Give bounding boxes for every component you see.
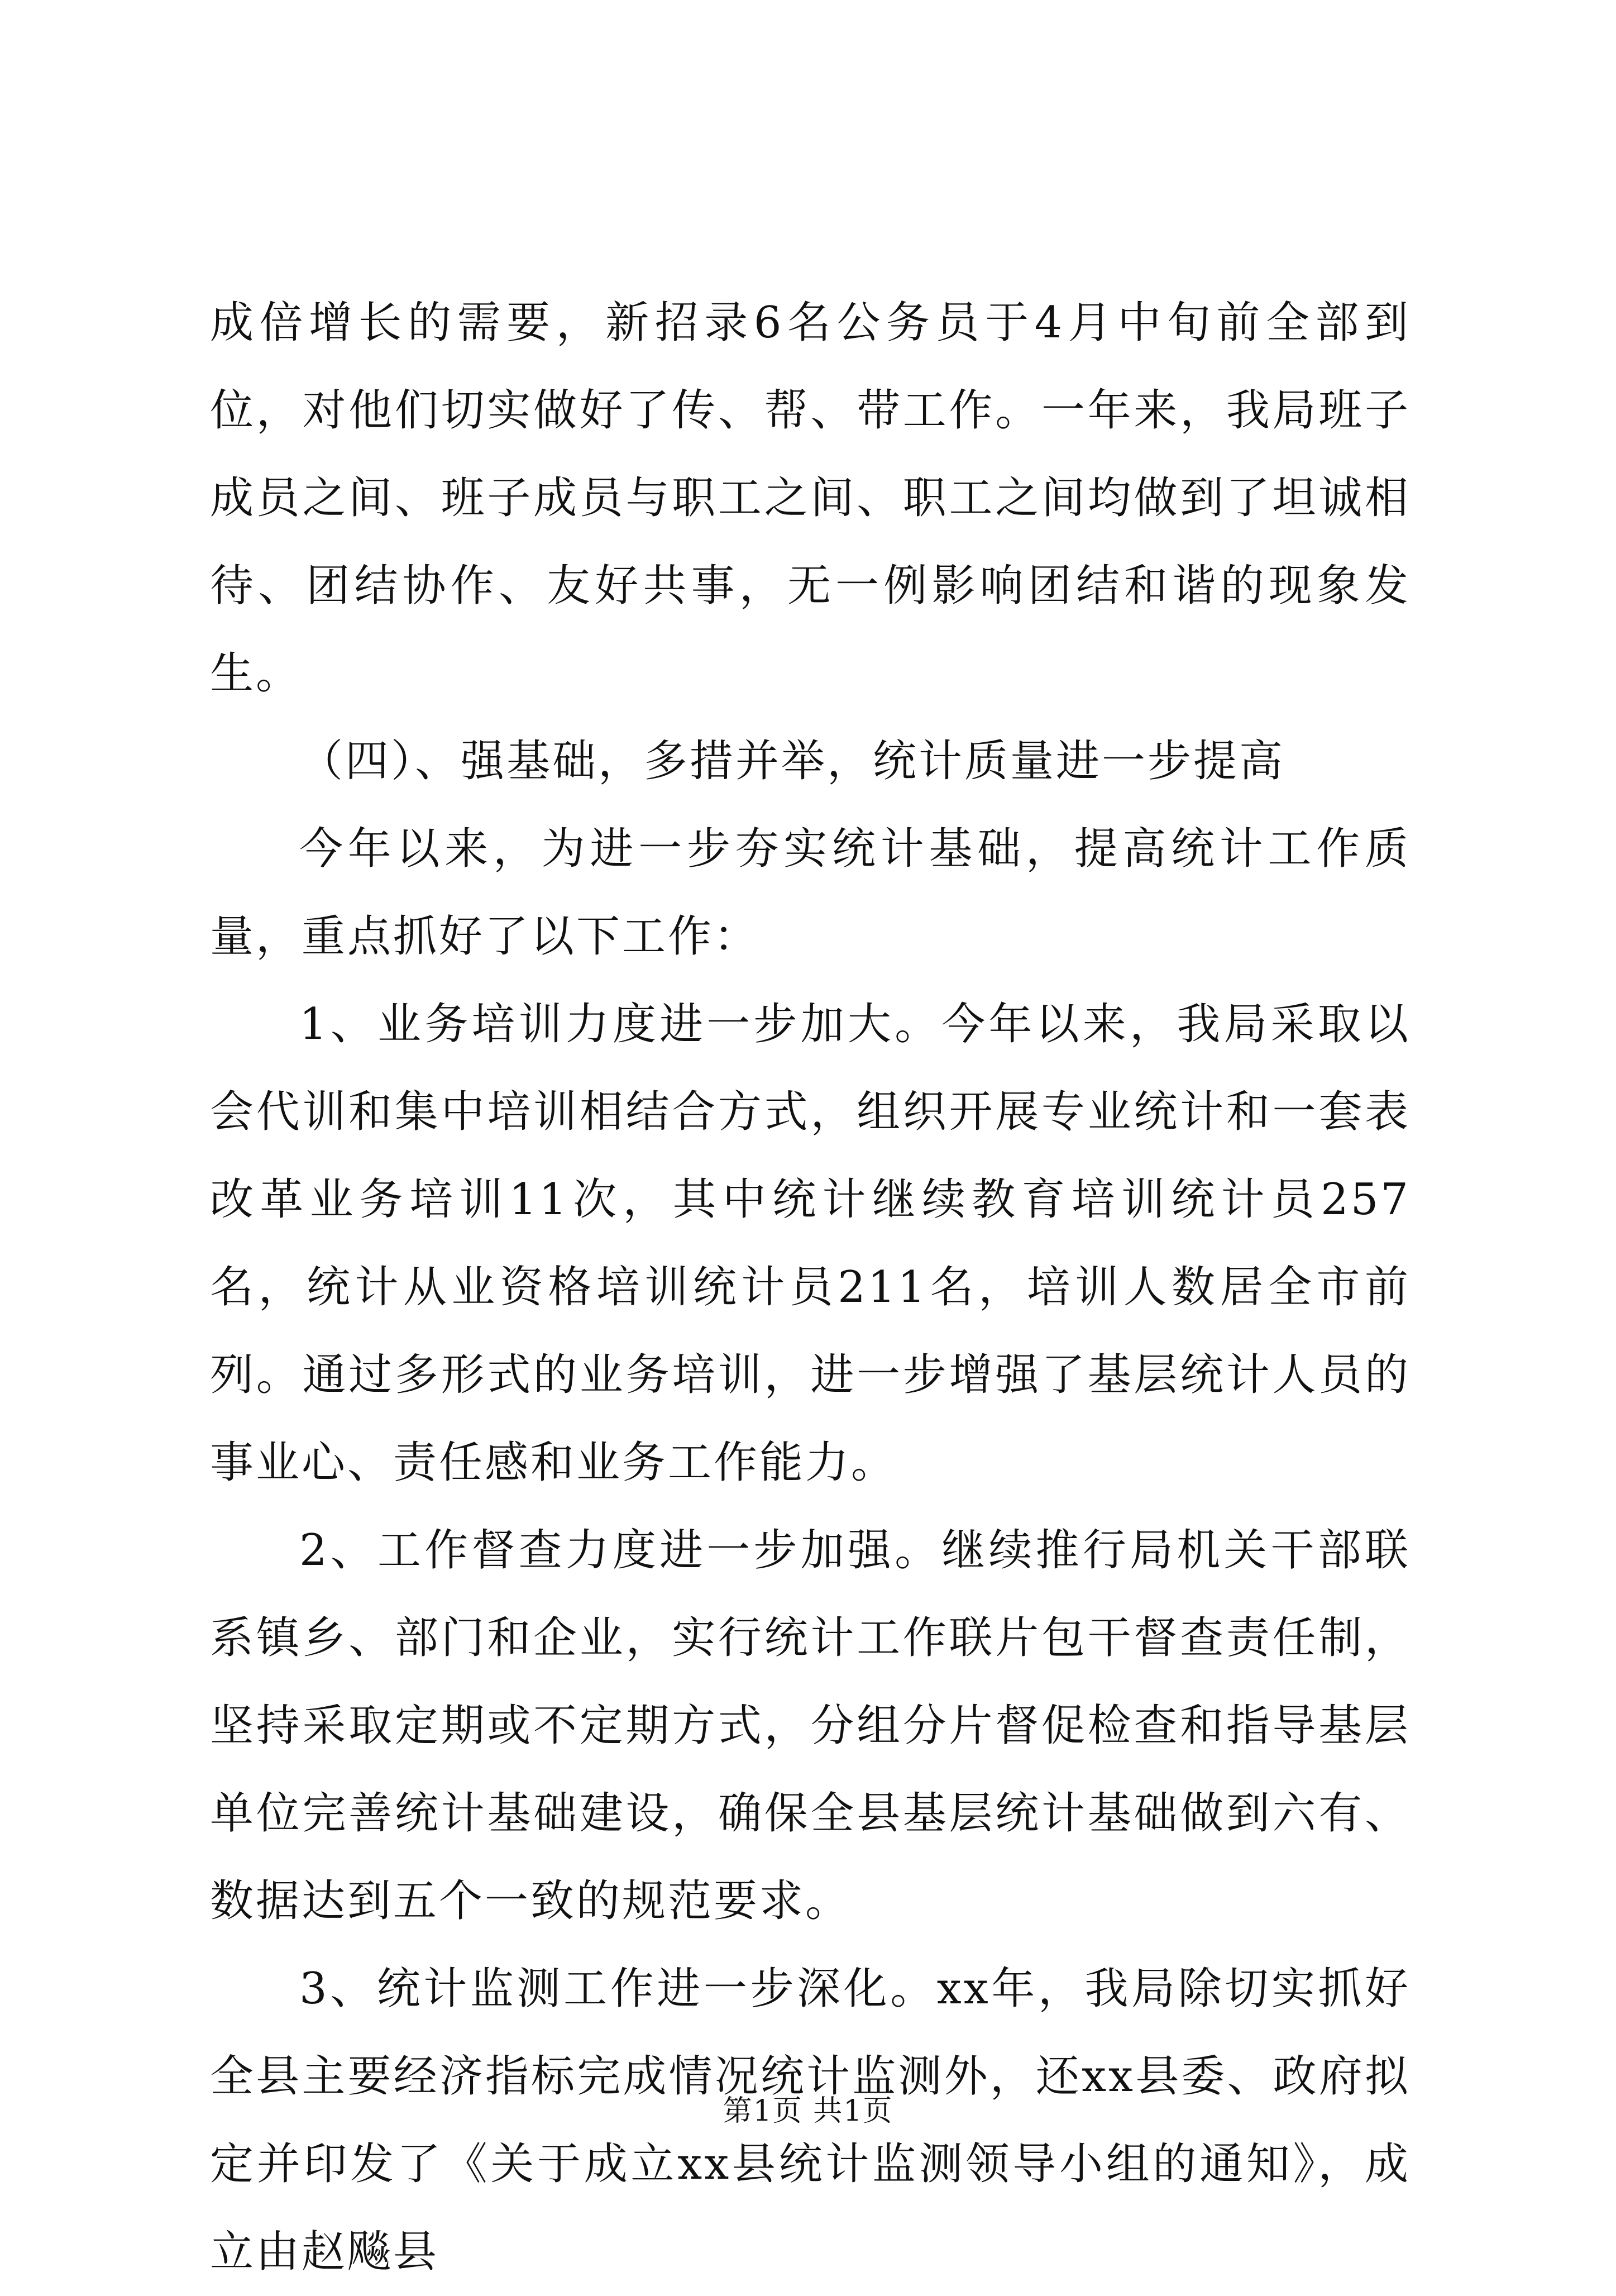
section-heading: （四）、强基础，多措并举，统计质量进一步提高 [299,736,1285,786]
paragraph-item-2: 2、工作督查力度进一步加强。继续推行局机关干部联系镇乡、部门和企业，实行统计工作联片包干督查责任制，坚持采取定期或不定期方式，分组分片督促检查和指导基层单位完善统计基础建设，确保全县基层统计基础做到六有、数据达到五个一致的规范要求。 [210,1525,1411,1926]
paragraph-continued: 成倍增长的需要，新招录6名公务员于4月中旬前全部到位，对他们切实做好了传、帮、带工作。一年来，我局班子成员之间、班子成员与职工之间、职工之间均做到了坦诚相待、团结协作、友好共事，无一例影响团结和谐的现象发生。 [210,298,1411,699]
paragraph-item-3: 3、统计监测工作进一步深化。xx年，我局除切实抓好全县主要经济指标完成情况统计监测外，还xx县委、政府拟定并印发了《关于成立xx县统计监测领导小组的通知》，成立由赵飚县 [210,1964,1411,2277]
paragraph-item-1: 1、业务培训力度进一步加大。今年以来，我局采取以会代训和集中培训相结合方式，组织开展专业统计和一套表改革业务培训11次，其中统计继续教育培训统计员257名，统计从业资格培训统计员211名，培训人数居全市前列。通过多形式的业务培训，进一步增强了基层统计人员的事业心、责任感和业务工作能力。 [210,999,1411,1488]
paragraph-intro: 今年以来，为进一步夯实统计基础，提高统计工作质量，重点抓好了以下工作： [210,824,1411,962]
document-body [210,279,1411,2296]
page-number-footer: 第1页 共1页 [723,2094,893,2128]
